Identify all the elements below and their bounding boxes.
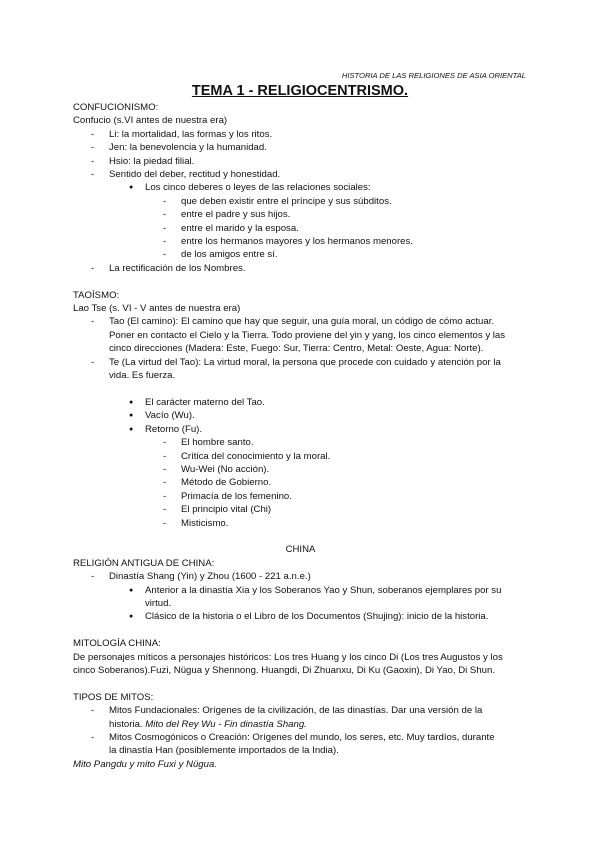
document-body bbox=[73, 101, 528, 771]
section-heading-confucionismo: CONFUCIONISMO: bbox=[73, 102, 159, 113]
list-item-continuation: Poner en contacto el Cielo y la Tierra. Todo proviene del yin y yang, los cinco elementos y las bbox=[109, 329, 506, 341]
sub-list-item: - que deben existir entre el príncipe y sus súbditos. bbox=[163, 195, 528, 208]
list-item-te: - Te (La virtud del Tao): La virtud moral, la persona que procede con cuidado y atención por la bbox=[91, 356, 528, 369]
sub-list-item: - Wu-Wei (No acción). bbox=[163, 463, 528, 476]
section-heading-taoismo: TAOÍSMO: bbox=[73, 289, 120, 301]
page-title: TEMA 1 - RELIGIOCENTRISMO. bbox=[191, 83, 409, 99]
bullet-item: ● Anterior a la dinastía Xia y los Soberanos Yao y Shun, soberanos ejemplares por su bbox=[129, 584, 528, 597]
document-header: HISTORIA DE LAS RELIGIONES DE ASIA ORIENTAL bbox=[341, 71, 526, 80]
section-heading-mitologia: MITOLOGÍA CHINA: bbox=[73, 638, 161, 650]
sub-list-item: - Misticismo. bbox=[163, 517, 528, 530]
bullet-item: ● El carácter materno del Tao. bbox=[129, 396, 528, 409]
list-item-continuation: cinco direcciones (Madera: Este, Fuego: Sur, Tierra: Centro, Metal: Oeste, Agua: Norte). bbox=[109, 343, 484, 355]
bullet-item: ● Vacío (Wu). bbox=[129, 409, 528, 422]
sub-list-item: - Crítica del conocimiento y la moral. bbox=[163, 450, 528, 463]
bullet-item: ● Clásico de la historia o el Libro de los Documentos (Shujing): inicio de la historia. bbox=[129, 610, 528, 623]
list-item: - Jen: la benevolencia y la humanidad. bbox=[91, 141, 528, 154]
mitologia-text: cinco Soberanos).Fuzi, Nügua y Shennong. Huangdi, Di Zhuanxu, Di Ku (Gaoxin), Di Yao, Di Shun. bbox=[73, 665, 495, 676]
lao-tse-intro: Lao Tse (s. VI - V antes de nuestra era) bbox=[73, 303, 241, 315]
list-item-continuation bbox=[109, 718, 528, 731]
fundacionales-text: historia. bbox=[109, 718, 143, 730]
list-item-continuation: la dinastía Han (posiblemente importados de la India). bbox=[109, 745, 339, 757]
list-item: - Mitos Fundacionales: Orígenes de la civilización, de las dinastías. Dar una versión de la bbox=[91, 704, 528, 717]
list-item: - Li: la mortalidad, las formas y los ritos. bbox=[91, 128, 528, 141]
section-heading-tipos: TIPOS DE MITOS: bbox=[73, 691, 154, 703]
confucio-intro: Confucio (s.VI antes de nuestra era) bbox=[73, 115, 228, 127]
list-item: - Sentido del deber, rectitud y honestidad. bbox=[91, 168, 528, 181]
list-item: - Hsio: la piedad filial. bbox=[91, 155, 528, 168]
sub-list-item: - entre el marido y la esposa. bbox=[163, 222, 528, 235]
list-item: - La rectificación de los Nombres. bbox=[91, 262, 528, 275]
sub-list-item: - El hombre santo. bbox=[163, 436, 528, 449]
sub-list-item: - Método de Gobierno. bbox=[163, 476, 528, 489]
bullet-item: ● Los cinco deberes o leyes de las relaciones sociales: bbox=[129, 181, 528, 194]
sub-list-item: - entre el padre y sus hijos. bbox=[163, 208, 528, 221]
bullet-item: ● Retorno (Fu). bbox=[129, 423, 528, 436]
mito-rey-wu: Mito del Rey Wu - Fin dinastía Shang. bbox=[145, 718, 307, 730]
mitologia-text: De personajes míticos a personajes históricos: Los tres Huang y los cinco Di (Los tres Augustos y los bbox=[73, 651, 503, 663]
section-heading-china: CHINA bbox=[285, 544, 316, 556]
final-note: Mito Pangdu y mito Fuxi y Nügua. bbox=[73, 758, 217, 770]
sub-list-item: - de los amigos entre sí. bbox=[163, 248, 528, 261]
sub-list-item: - Primacía de los femenino. bbox=[163, 490, 528, 503]
list-item-tao: - Tao (El camino): El camino que hay que seguir, una guía moral, un código de cómo actuar. bbox=[91, 315, 528, 328]
sub-list-item: - El principio vital (Chi) bbox=[163, 503, 528, 516]
list-item-continuation: vida. Es fuerza. bbox=[109, 370, 176, 382]
sub-list-item: - entre los hermanos mayores y los hermanos menores. bbox=[163, 235, 528, 248]
section-heading-religion: RELIGIÓN ANTIGUA DE CHINA: bbox=[73, 557, 215, 569]
list-item: - Mitos Cosmogónicos o Creación: Orígenes del mundo, los seres, etc. Muy tardíos, durante bbox=[91, 731, 528, 744]
list-item: - Dinastía Shang (Yin) y Zhou (1600 - 221 a.n.e.) bbox=[91, 570, 528, 583]
bullet-continuation: virtud. bbox=[145, 597, 172, 609]
